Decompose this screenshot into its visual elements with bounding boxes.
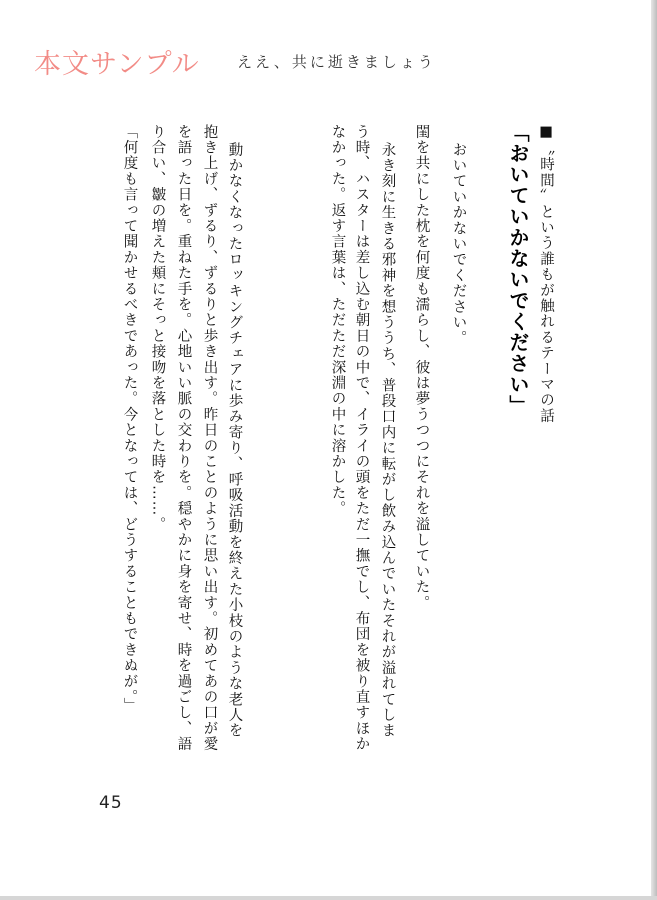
page-number: 45 xyxy=(99,793,123,813)
body-column-10: 「何度も言って聞かせるべきであった。今となっては、どうすることもできぬが。」 xyxy=(121,124,138,714)
header-title: 本文サンプル xyxy=(34,49,200,80)
body-column-9: り合い、皺の増えた頬にそっと接吻を落とした時を……。 xyxy=(149,124,166,533)
body-column-1: おいていかないでください。 xyxy=(450,142,467,347)
header-subtitle: ええ、共に逝きましょう xyxy=(237,53,436,71)
body-column-3: 永き刻に生きる邪神を想ううち、普段口内に転がし飲み込んでいたそれが溢れてしま xyxy=(379,142,396,739)
body-column-2: 閨を共にした枕を何度も濡らし、彼は夢うつつにそれを溢していた。 xyxy=(413,124,430,611)
section-heading-label: ■〝時間〟という誰もが触れるテーマの話 xyxy=(538,124,554,424)
body-column-8: を語った日を。重ねた手を。心地いい脈の交わりを。穏やかに身を寄せ、時を過ごし、語 xyxy=(175,124,192,752)
page-edge-shadow xyxy=(651,0,657,900)
body-column-7: 抱き上げ、ずるり、ずるりと歩き出す。昨日のことのように思い出す。初めてあの口が愛 xyxy=(201,124,218,752)
section-heading-main: 「おいていかないでください」 xyxy=(506,122,530,416)
page-bottom-edge xyxy=(0,896,657,900)
body-column-4: う時、ハスターは差し込む朝日の中で、イライの頭をただ一撫でし、布団を被り直すほか xyxy=(353,124,370,752)
body-column-6: 動かなくなったロッキングチェアに歩み寄り、呼吸活動を終えた小枝のような老人を xyxy=(226,142,243,739)
body-column-5: なかった。返す言葉は、ただただ深淵の中に溶かした。 xyxy=(329,124,346,517)
